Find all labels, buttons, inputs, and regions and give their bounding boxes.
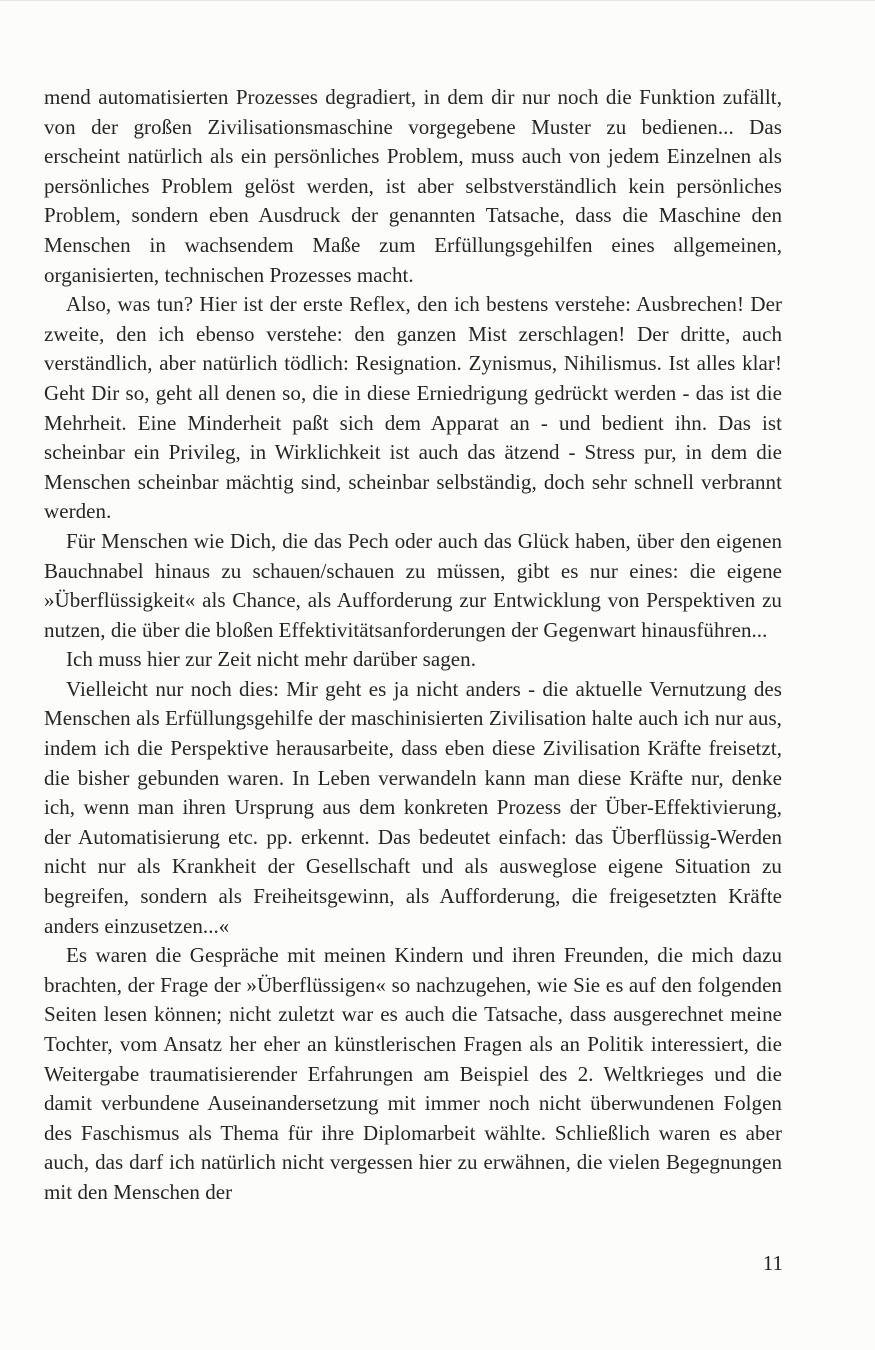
paragraph-4: Ich muss hier zur Zeit nicht mehr darüber sagen. [66, 647, 477, 672]
paragraph-2: Also, was tun? Hier ist der erste Reflex, den ich bestens verstehe: Ausbrechen! Der zweite, den ich ebenso verstehe: den ganzen Mist zerschlagen! Der dritte, auch verständlich, aber natürlich tödlich: Resignation. Zynismus, Nihilismus. Ist alles klar! Geht Dir so, geht all denen so, die in diese Erniedrigung gedrückt werden - das ist die Mehrheit. Eine Minderheit paßt sich dem Apparat an - und bedient ihn. Das ist scheinbar ein Privileg, in Wirklichkeit ist auch das ätzend - Stress pur, in dem die Menschen scheinbar mächtig sind, scheinbar selbständig, doch sehr schnell verbrannt werden. [44, 292, 782, 524]
paragraph-6: Es waren die Gespräche mit meinen Kindern und ihren Freunden, die mich dazu brachten, der Frage der »Überflüssigen« so nachzugehen, wie Sie es auf den folgenden Seiten lesen können; nicht zuletzt war es auch die Tatsache, dass ausgerechnet meine Tochter, vom Ansatz her eher an künstlerischen Fragen als an Politik interessiert, die Weitergabe traumatisierender Erfahrungen am Beispiel des 2. Weltkrieges und die damit verbundene Auseinandersetzung mit immer noch nicht überwundenen Folgen des Faschismus als Thema für ihre Diplomarbeit wählte. Schließlich waren es aber auch, das darf ich natürlich nicht vergessen hier zu erwähnen, die vielen Begegnungen mit den Menschen der [44, 943, 782, 1204]
paragraph-1: mend automatisierten Prozesses degradiert, in dem dir nur noch die Funktion zufällt, von der großen Zivilisationsmaschine vorgegebene Muster zu bedienen... Das erscheint natürlich als ein persönliches Problem, muss auch von jedem Einzelnen als persönliches Problem gelöst werden, ist aber selbstverständlich kein persönliches Problem, sondern eben Ausdruck der genannten Tatsache, dass die Maschine den Menschen in wachsendem Maße zum Erfüllungsgehilfen eines allgemeinen, organisierten, technischen Prozesses macht. [44, 85, 782, 287]
paragraph-3: Für Menschen wie Dich, die das Pech oder auch das Glück haben, über den eigenen Bauchnabel hinaus zu schauen/schauen zu müssen, gibt es nur eines: die eigene »Überflüssigkeit« als Chance, als Aufforderung zur Entwicklung von Perspektiven zu nutzen, die über die bloßen Effektivitätsanforderungen der Gegenwart hinausführen... [44, 528, 782, 642]
body-text [44, 83, 782, 1208]
paragraph-5: Vielleicht nur noch dies: Mir geht es ja nicht anders - die aktuelle Vernutzung des Menschen als Erfüllungsgehilfe der maschinisierten Zivilisation halte auch ich nur aus, indem ich die Perspektive herausarbeite, dass eben diese Zivilisation Kräfte freisetzt, die bisher gebunden waren. In Leben verwandeln kann man diese Kräfte nur, denke ich, wenn man ihren Ursprung aus dem konkreten Prozess der Über-Effektivierung, der Automatisierung etc. pp. erkennt. Das bedeutet einfach: das Überflüssig-Werden nicht nur als Krankheit der Gesellschaft und als ausweglose eigene Situation zu begreifen, sondern als Freiheitsgewinn, als Aufforderung, die freigesetzten Kräfte anders einzusetzen...« [44, 676, 782, 938]
page-number: 11 [762, 1251, 783, 1275]
